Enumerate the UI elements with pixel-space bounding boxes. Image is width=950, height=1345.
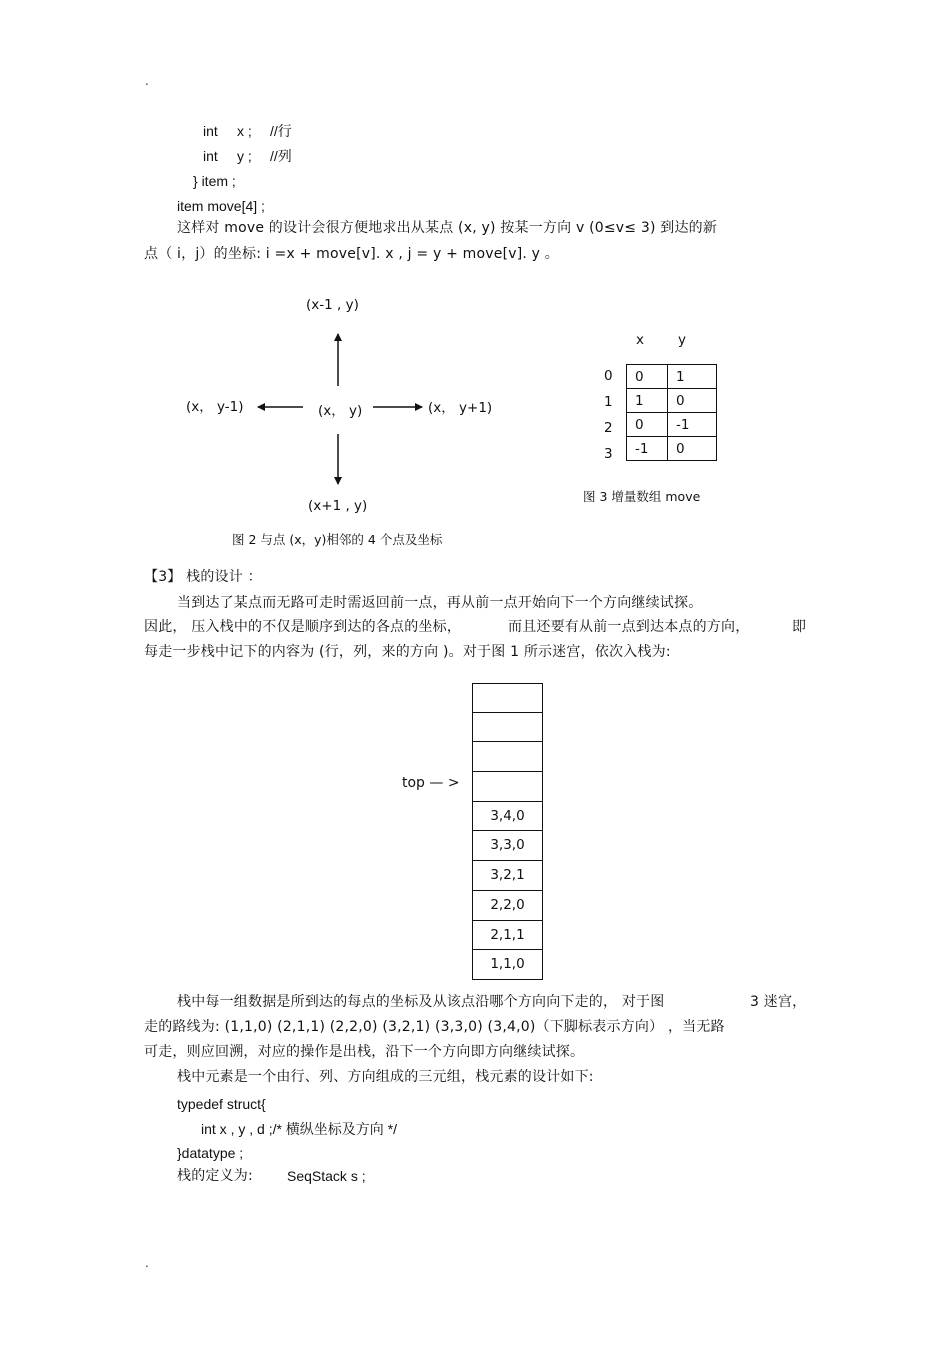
table-cell: 1 bbox=[627, 389, 668, 413]
table-cell: 1 bbox=[668, 365, 717, 389]
table-cell: 0 bbox=[627, 413, 668, 437]
para1-line2: 点（ i，j）的坐标: i =x + move[v]. x , j = y + move[v]. y 。 bbox=[144, 246, 560, 262]
stack-cell bbox=[472, 772, 543, 802]
stack-cell: 3,2,1 bbox=[472, 861, 543, 891]
table-row bbox=[627, 389, 717, 413]
page-mark-top: . bbox=[145, 74, 149, 88]
code-line1-comment: //行 bbox=[270, 123, 292, 139]
code-bottom-line1: typedef struct{ bbox=[177, 1096, 266, 1112]
fig3-row-index: 2 bbox=[604, 420, 613, 436]
fig2-label-top: (x-1 , y) bbox=[306, 297, 359, 313]
table-row bbox=[627, 413, 717, 437]
code-line2-type: int bbox=[203, 148, 218, 164]
stack-cell: 2,2,0 bbox=[472, 891, 543, 921]
stack-cell bbox=[472, 713, 543, 743]
code-bottom-line3: }datatype ; bbox=[177, 1145, 244, 1161]
section3-p1-line2c: 即 bbox=[792, 619, 807, 635]
section3-p1-line2a: 因此， 压入栈中的不仅是顺序到达的各点的坐标， bbox=[144, 619, 462, 635]
table-cell: -1 bbox=[627, 437, 668, 461]
stack-diagram bbox=[472, 683, 543, 980]
stack-cell bbox=[472, 683, 543, 713]
code-line3: } item ; bbox=[193, 173, 236, 189]
fig2-label-right: (x， y+1) bbox=[428, 400, 493, 416]
table-cell: 0 bbox=[668, 389, 717, 413]
para2-line1a: 栈中每一组数据是所到达的每点的坐标及从该点沿哪个方向向下走的， 对于图 bbox=[177, 994, 665, 1010]
para2-line4: 栈中元素是一个由行、列、方向组成的三元组，栈元素的设计如下: bbox=[177, 1069, 594, 1085]
para1-line1: 这样对 move 的设计会很方便地求出从某点 (x, y) 按某一方向 v (0≤v≤ 3) 到达的新 bbox=[177, 220, 718, 236]
code-bottom-line4a: 栈的定义为: bbox=[177, 1168, 253, 1184]
section3-p1-line3: 每走一步栈中记下的内容为 (行，列，来的方向 )。对于图 1 所示迷宫，依次入栈为: bbox=[144, 644, 671, 660]
stack-cell: 2,1,1 bbox=[472, 921, 543, 951]
fig2-label-left: (x， y-1) bbox=[186, 399, 244, 415]
para2-line2: 走的路线为: (1,1,0) (2,1,1) (2,2,0) (3,2,1) (3,3,0) (3,4,0)（下脚标表示方向） ，当无路 bbox=[144, 1019, 725, 1035]
table-cell: 0 bbox=[627, 365, 668, 389]
table-row bbox=[627, 437, 717, 461]
fig3-col-y: y bbox=[678, 332, 686, 348]
fig3-caption: 图 3 增量数组 move bbox=[583, 489, 701, 504]
fig2-label-center: (x， y) bbox=[318, 403, 363, 419]
section3-heading: 【3】 栈的设计 ： bbox=[144, 569, 262, 585]
table-cell: 0 bbox=[668, 437, 717, 461]
table-cell: -1 bbox=[668, 413, 717, 437]
stack-top-label: top — > bbox=[402, 775, 460, 791]
code-line4: item move[4] ; bbox=[177, 198, 265, 214]
fig2-label-bottom: (x+1 , y) bbox=[308, 498, 368, 514]
code-line1-type: int bbox=[203, 123, 218, 139]
section3-p1-line2b: 而且还要有从前一点到达本点的方向， bbox=[508, 619, 750, 635]
para2-line1b: 3 迷宫， bbox=[750, 994, 807, 1010]
code-bottom-line2: int x , y , d ;/* 横纵坐标及方向 */ bbox=[201, 1121, 398, 1137]
fig2-caption: 图 2 与点 (x，y)相邻的 4 个点及坐标 bbox=[232, 532, 443, 547]
fig3-row-index: 0 bbox=[604, 368, 613, 384]
stack-cell bbox=[472, 742, 543, 772]
move-table bbox=[626, 364, 717, 461]
table-row bbox=[627, 365, 717, 389]
fig3-row-index: 1 bbox=[604, 394, 613, 410]
code-bottom-line4b: SeqStack s ; bbox=[287, 1168, 366, 1184]
fig3-col-x: x bbox=[636, 332, 644, 348]
para2-line3: 可走，则应回溯，对应的操作是出栈，沿下一个方向即方向继续试探。 bbox=[144, 1044, 585, 1060]
stack-cell: 3,4,0 bbox=[472, 802, 543, 832]
section3-p1-line1: 当到达了某点而无路可走时需返回前一点，再从前一点开始向下一个方向继续试探。 bbox=[177, 595, 703, 611]
stack-cell: 1,1,0 bbox=[472, 950, 543, 980]
stack-cell: 3,3,0 bbox=[472, 831, 543, 861]
code-line1-var: x ; bbox=[237, 123, 252, 139]
code-line2-var: y ; bbox=[237, 148, 252, 164]
page-mark-bottom: . bbox=[145, 1256, 149, 1270]
fig3-row-index: 3 bbox=[604, 446, 613, 462]
code-line2-comment: //列 bbox=[270, 148, 292, 164]
